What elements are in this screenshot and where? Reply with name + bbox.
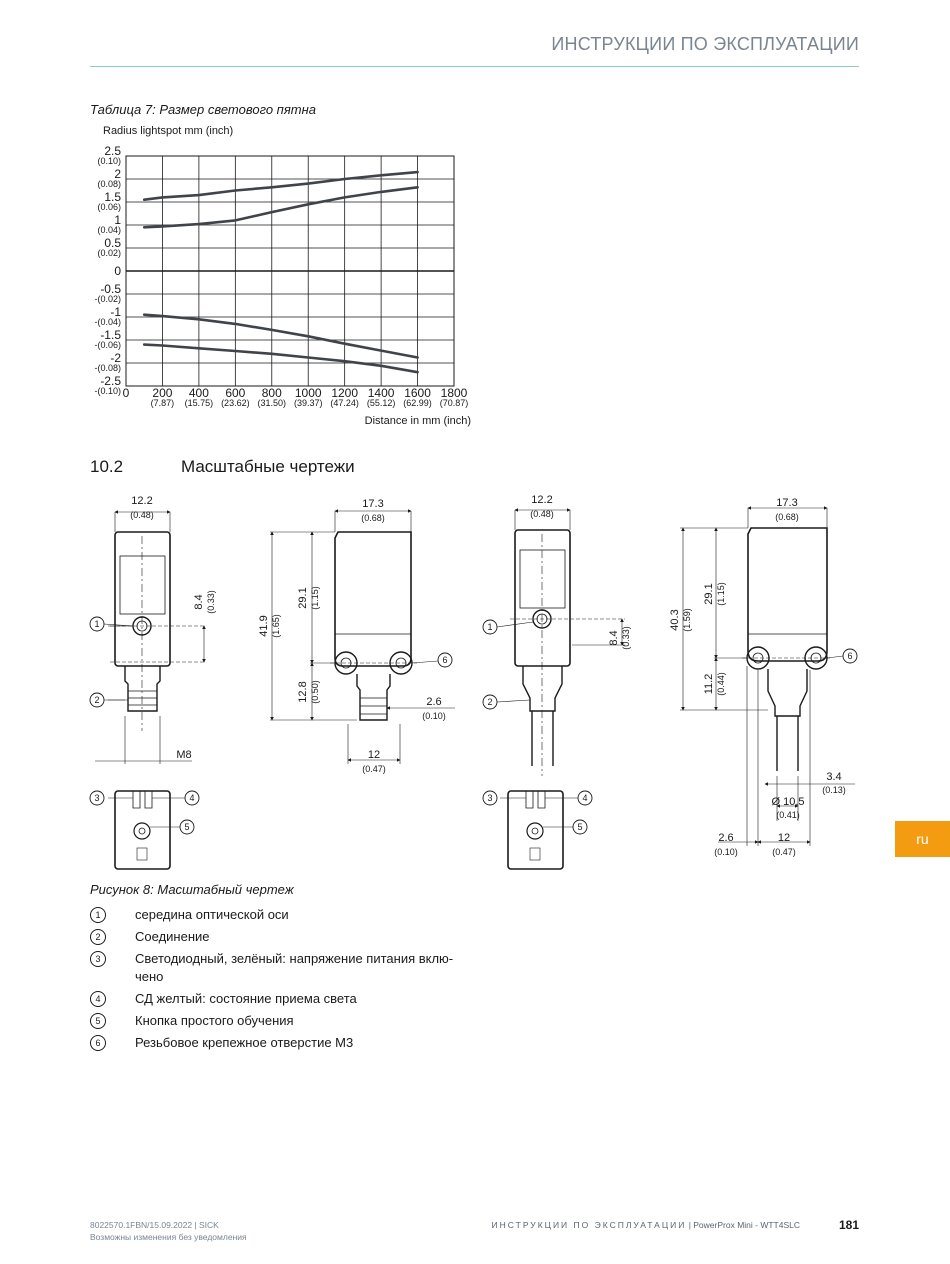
x-tick-label: 400	[188, 386, 209, 400]
x-tick-sublabel: (15.75)	[184, 398, 214, 408]
x-tick-sublabel: (70.87)	[439, 398, 469, 408]
dimensional-drawings	[80, 486, 870, 881]
callout-1-b-label: 1	[487, 622, 493, 632]
series-line-3	[144, 315, 417, 358]
legend-text: Светодиодный, зелёный: напряжение питания вклю-чено	[135, 951, 454, 984]
series-line-2	[144, 187, 417, 227]
dim-holes-d-inch: (0.47)	[772, 847, 796, 857]
section-title: Масштабные чертежи	[181, 457, 355, 476]
dim-cable-offset-d-inch: (0.13)	[822, 785, 846, 795]
dim-thread-a: M8	[176, 749, 192, 761]
dim-optical-axis-c-inch: (0.33)	[621, 626, 631, 650]
x-tick-label: 1200	[331, 386, 359, 400]
legend-number: 3	[90, 951, 106, 967]
legend-text: Соединение	[135, 929, 210, 944]
callout-1-a-label: 1	[94, 619, 100, 629]
dim-hole-b: 29.1	[297, 587, 309, 609]
footer-left	[90, 1219, 247, 1243]
table-caption: Таблица 7: Размер светового пятна	[90, 102, 316, 117]
dim-width-c-inch: (0.48)	[530, 509, 554, 519]
section-number: 10.2	[90, 457, 124, 476]
y-tick-sublabel: (0.04)	[97, 225, 121, 235]
legend-number: 4	[90, 991, 106, 1007]
y-tick-label: 1.5	[104, 190, 121, 204]
callout-6-a-label: 6	[442, 655, 448, 665]
y-axis-label: Radius lightspot mm (inch)	[103, 125, 234, 137]
dim-optical-axis-c: 8.4	[608, 630, 620, 646]
x-tick-label: 1800	[440, 386, 468, 400]
dim-width-c: 12.2	[531, 494, 553, 506]
footer-doc-type: ИНСТРУКЦИИ ПО ЭКСПЛУАТАЦИИ	[491, 1220, 687, 1230]
figure-legend	[90, 906, 470, 1056]
dim-optical-axis-a-inch: (0.33)	[206, 590, 216, 614]
legend-text: Кнопка простого обучения	[135, 1013, 294, 1028]
dim-housing-d-inch: (0.44)	[716, 672, 726, 696]
callout-4-b-label: 4	[582, 793, 588, 803]
dim-height-b-inch: (1.65)	[271, 614, 281, 638]
callout-3-b-label: 3	[487, 793, 493, 803]
dim-housing-d: 11.2	[703, 673, 715, 695]
dim-height-b: 41.9	[258, 615, 270, 637]
dim-connector-b: 12.8	[297, 681, 309, 703]
x-tick-sublabel: (7.87)	[150, 398, 175, 408]
callout-3-a-label: 3	[94, 793, 100, 803]
y-tick-sublabel: (0.06)	[97, 202, 121, 212]
dim-width-a: 12.2	[131, 495, 153, 507]
x-tick-label: 800	[261, 386, 282, 400]
callout-5-b-label: 5	[577, 822, 583, 832]
dimensional-drawings-svg	[80, 486, 870, 881]
y-tick-label: 1	[114, 213, 121, 227]
legend-number: 6	[90, 1035, 106, 1051]
legend-text: СД желтый: состояние приема света	[135, 991, 357, 1006]
x-tick-label: 1400	[367, 386, 395, 400]
callout-4-a-label: 4	[189, 793, 195, 803]
dim-optical-axis-a: 8.4	[193, 594, 205, 610]
x-tick-sublabel: (23.62)	[221, 398, 250, 408]
legend-item	[90, 1012, 470, 1030]
lightspot-chart-svg	[86, 120, 486, 430]
dim-cable-diameter-d-inch: (0.41)	[776, 810, 800, 820]
x-axis-label: Distance in mm (inch)	[364, 415, 471, 427]
y-tick-label: -2	[110, 351, 121, 365]
x-tick-label: 1000	[294, 386, 322, 400]
dim-holes-b: 12	[367, 749, 381, 761]
y-tick-label: 2.5	[104, 144, 121, 158]
legend-item	[90, 950, 470, 986]
lightspot-chart	[86, 120, 486, 430]
x-tick-sublabel: (39.37)	[293, 398, 323, 408]
x-tick-label: 200	[152, 386, 173, 400]
dim-holes-b-inch: (0.47)	[362, 764, 386, 774]
view-rear-left	[108, 791, 185, 869]
legend-item	[90, 928, 470, 946]
dim-width-b-inch: (0.68)	[361, 513, 385, 523]
dim-holes-d: 12	[777, 832, 791, 844]
dim-cable-diameter-d: Ø 10.5	[771, 796, 805, 808]
y-tick-sublabel: -(0.08)	[94, 363, 121, 373]
y-tick-label: -1.5	[100, 328, 121, 342]
x-tick-label: 600	[225, 386, 246, 400]
dim-connector-b-inch: (0.50)	[310, 680, 320, 704]
dim-width-a-inch: (0.48)	[130, 510, 154, 520]
y-tick-label: -2.5	[100, 374, 121, 388]
y-tick-sublabel: (0.10)	[97, 156, 121, 166]
y-tick-label: -1	[110, 305, 121, 319]
x-tick-sublabel: (55.12)	[366, 398, 396, 408]
legend-text: середина оптической оси	[135, 907, 289, 922]
y-tick-label: 2	[114, 167, 121, 181]
dim-offset-b-inch: (0.10)	[422, 711, 446, 721]
legend-item	[90, 1034, 470, 1052]
legend-number: 1	[90, 907, 106, 923]
x-tick-label: 1600	[404, 386, 431, 400]
view-rear-right	[500, 791, 578, 869]
page-number: 181	[838, 1218, 859, 1232]
footer-center	[492, 1220, 800, 1230]
figure-caption: Рисунок 8: Масштабный чертеж	[90, 882, 294, 897]
dim-hole-d-inch: (1.15)	[716, 582, 726, 606]
legend-item	[90, 906, 470, 924]
dim-height-d: 40.3	[669, 609, 681, 631]
y-tick-sublabel: -(0.10)	[94, 386, 121, 396]
y-tick-label: 0	[114, 264, 121, 278]
header-divider	[90, 66, 859, 67]
x-tick-label: 0	[122, 386, 130, 400]
series-line-1	[144, 172, 417, 200]
legend-item	[90, 990, 470, 1008]
dim-width-d-inch: (0.68)	[775, 512, 799, 522]
dim-hole-b-inch: (1.15)	[310, 586, 320, 610]
dim-hole-d: 29.1	[703, 583, 715, 605]
dim-width-d: 17.3	[776, 497, 798, 509]
dim-offset-d-inch: (0.10)	[714, 847, 738, 857]
footer-notice: Возможны изменения без уведомления	[90, 1232, 247, 1242]
legend-text: Резьбовое крепежное отверстие M3	[135, 1035, 354, 1050]
x-tick-sublabel: (47.24)	[330, 398, 359, 408]
dim-width-b: 17.3	[362, 498, 384, 510]
view-front-connector	[95, 512, 205, 764]
view-side-connector	[270, 511, 455, 764]
x-tick-sublabel: (31.50)	[257, 398, 287, 408]
callout-6-b-label: 6	[847, 651, 853, 661]
dim-cable-offset-d: 3.4	[826, 771, 842, 783]
page-header-title: ИНСТРУКЦИИ ПО ЭКСПЛУАТАЦИИ	[551, 34, 859, 54]
dim-offset-d: 2.6	[718, 832, 734, 844]
callout-2-b-label: 2	[487, 697, 493, 707]
footer-doc-id: 8022570.1FBN/15.09.2022 | SICK	[90, 1220, 219, 1230]
y-tick-sublabel: (0.08)	[97, 179, 121, 189]
y-tick-label: 0.5	[104, 236, 121, 250]
y-tick-sublabel: -(0.06)	[94, 340, 121, 350]
callout-2-a-label: 2	[94, 695, 100, 705]
dim-height-d-inch: (1.59)	[682, 608, 692, 632]
x-tick-sublabel: (62.99)	[403, 398, 432, 408]
language-tab[interactable]: ru	[895, 821, 950, 857]
legend-number: 2	[90, 929, 106, 945]
callout-5-a-label: 5	[184, 822, 190, 832]
y-tick-sublabel: -(0.04)	[94, 317, 121, 327]
y-tick-label: -0.5	[100, 282, 121, 296]
dim-offset-b: 2.6	[426, 696, 442, 708]
y-tick-sublabel: (0.02)	[97, 248, 121, 258]
y-tick-sublabel: -(0.02)	[94, 294, 121, 304]
legend-number: 5	[90, 1013, 106, 1029]
footer-product: | PowerProx Mini - WTT4SLC	[686, 1220, 800, 1230]
